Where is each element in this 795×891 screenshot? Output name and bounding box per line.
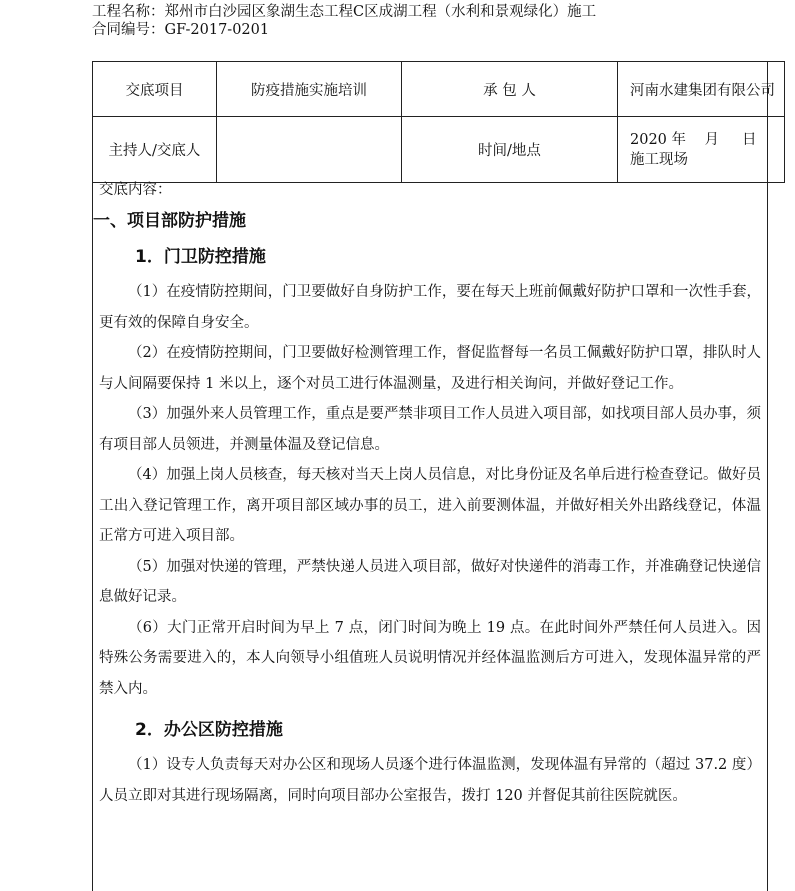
briefing-info-table [92,61,785,183]
paragraph: （5）加强对快递的管理，严禁快递人员进入项目部，做好对快递件的消毒工作，并准确登记快递信息做好记录。 [99,558,761,605]
subsection-heading: 2．办公区防控措施 [135,720,283,740]
contract-number: 合同编号：GF-2017-0201 [92,22,270,38]
time-place-label: 时间/地点 [402,117,618,183]
briefing-content [93,180,761,811]
paragraph: （1）在疫情防控期间，门卫要做好自身防护工作，要在每天上班前佩戴好防护口罩和一次性手套，更有效的保障自身安全。 [99,284,761,331]
time-place-value [618,117,785,183]
host-value [217,117,402,183]
place-value: 施工现场 [630,151,688,168]
paragraph: （3）加强外来人员管理工作，重点是要严禁非项目工作人员进入项目部，如找项目部人员办事，须有项目部人员领进，并测量体温及登记信息。 [99,406,761,453]
item-value: 防疫措施实施培训 [217,62,402,117]
content-intro: 交底内容： [99,182,172,198]
paragraph: （1）设专人负责每天对办公区和现场人员逐个进行体温监测，发现体温有异常的（超过 37.2 度）人员立即对其进行现场隔离，同时向项目部办公室报告，拨打 120 并督促其前往医院就医。 [99,757,761,804]
paragraph: （2）在疫情防控期间，门卫要做好检测管理工作，督促监督每一名员工佩戴好防护口罩，排队时人与人间隔要保持 1 米以上，逐个对员工进行体温测量，及进行相关询问，并做好登记工作。 [99,345,761,392]
section-heading: 一、项目部防护措施 [93,211,246,231]
table-row [93,62,785,117]
project-name: 工程名称：郑州市白沙园区象湖生态工程C区成湖工程（水利和景观绿化）施工 [92,4,597,20]
date-value: 2020 年 月 日 [630,131,757,148]
item-label: 交底项目 [93,62,217,117]
paragraph: （4）加强上岗人员核查，每天核对当天上岗人员信息，对比身份证及名单后进行检查登记。做好员工出入登记管理工作，离开项目部区域办事的员工，进入前要测体温，并做好相关外出路线登记，体温正常方可进入项目部。 [99,467,761,544]
paragraph: （6）大门正常开启时间为早上 7 点，闭门时间为晚上 19 点。在此时间外严禁任何人员进入。因特殊公务需要进入的，本人向领导小组值班人员说明情况并经体温监测后方可进入，发现体温异常的严禁入内。 [99,619,761,697]
subsection-heading: 1．门卫防控措施 [135,247,266,267]
host-label: 主持人/交底人 [93,117,217,183]
contractor-value: 河南水建集团有限公司 [618,62,785,117]
contractor-label: 承 包 人 [402,62,618,117]
table-row [93,117,785,183]
